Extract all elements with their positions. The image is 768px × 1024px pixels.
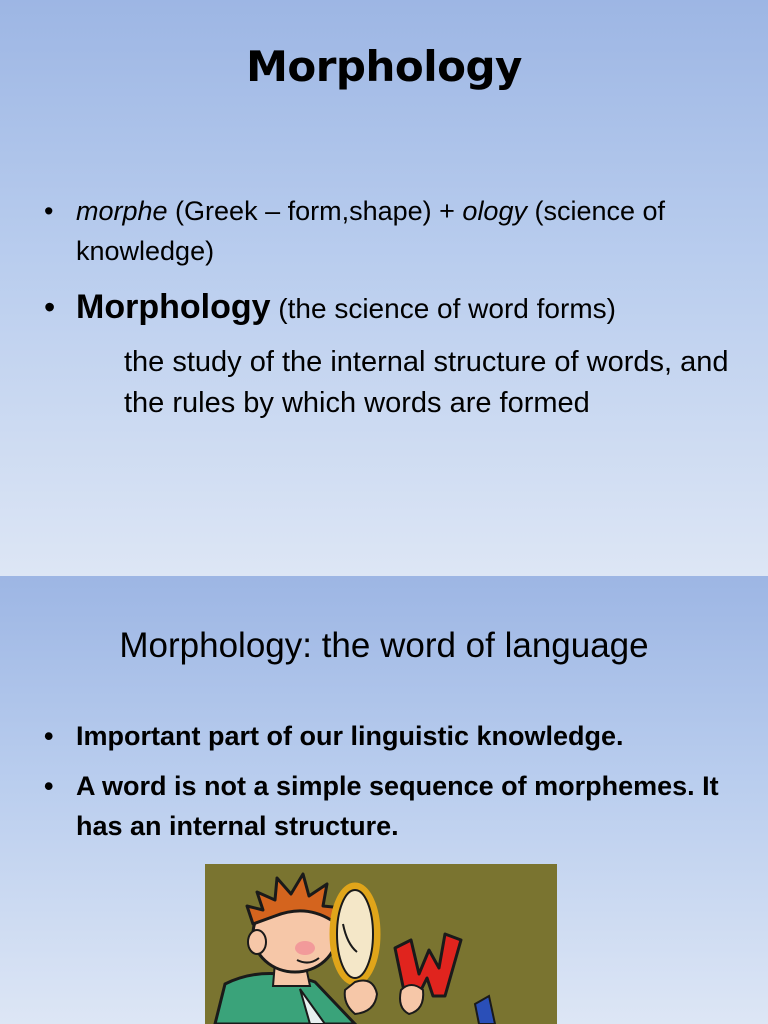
term-morphology: Morphology: [76, 288, 271, 326]
term-morphe: morphe: [76, 196, 168, 226]
definition-subtext: the study of the internal structure of words, and the rules by which words are formed: [124, 346, 729, 419]
bullet-dot: •: [44, 721, 54, 751]
bullet-text: [76, 286, 756, 330]
bullet-text: [76, 191, 726, 271]
bullet-text: A word is not a simple sequence of morphemes. It has an internal structure.: [76, 771, 719, 841]
bullet-dot: •: [44, 771, 54, 801]
bullet-dot: •: [44, 196, 54, 226]
bullet-text: Important part of our linguistic knowledge.: [76, 721, 624, 751]
definition-note: (the science of word forms): [270, 293, 616, 324]
slide-1-title: Morphology: [246, 42, 522, 91]
slide-2-title: Morphology: the word of language: [119, 626, 649, 665]
bullet-dot: •: [44, 289, 56, 325]
bullet-mid: (Greek – form,shape) +: [167, 196, 463, 226]
bullet-end: (science of knowledge): [76, 196, 666, 266]
slide-2: [0, 576, 768, 1024]
detective-clipart-icon: [205, 864, 557, 1024]
detective-clipart-image: [205, 864, 557, 1024]
term-ology: ology: [462, 196, 527, 226]
